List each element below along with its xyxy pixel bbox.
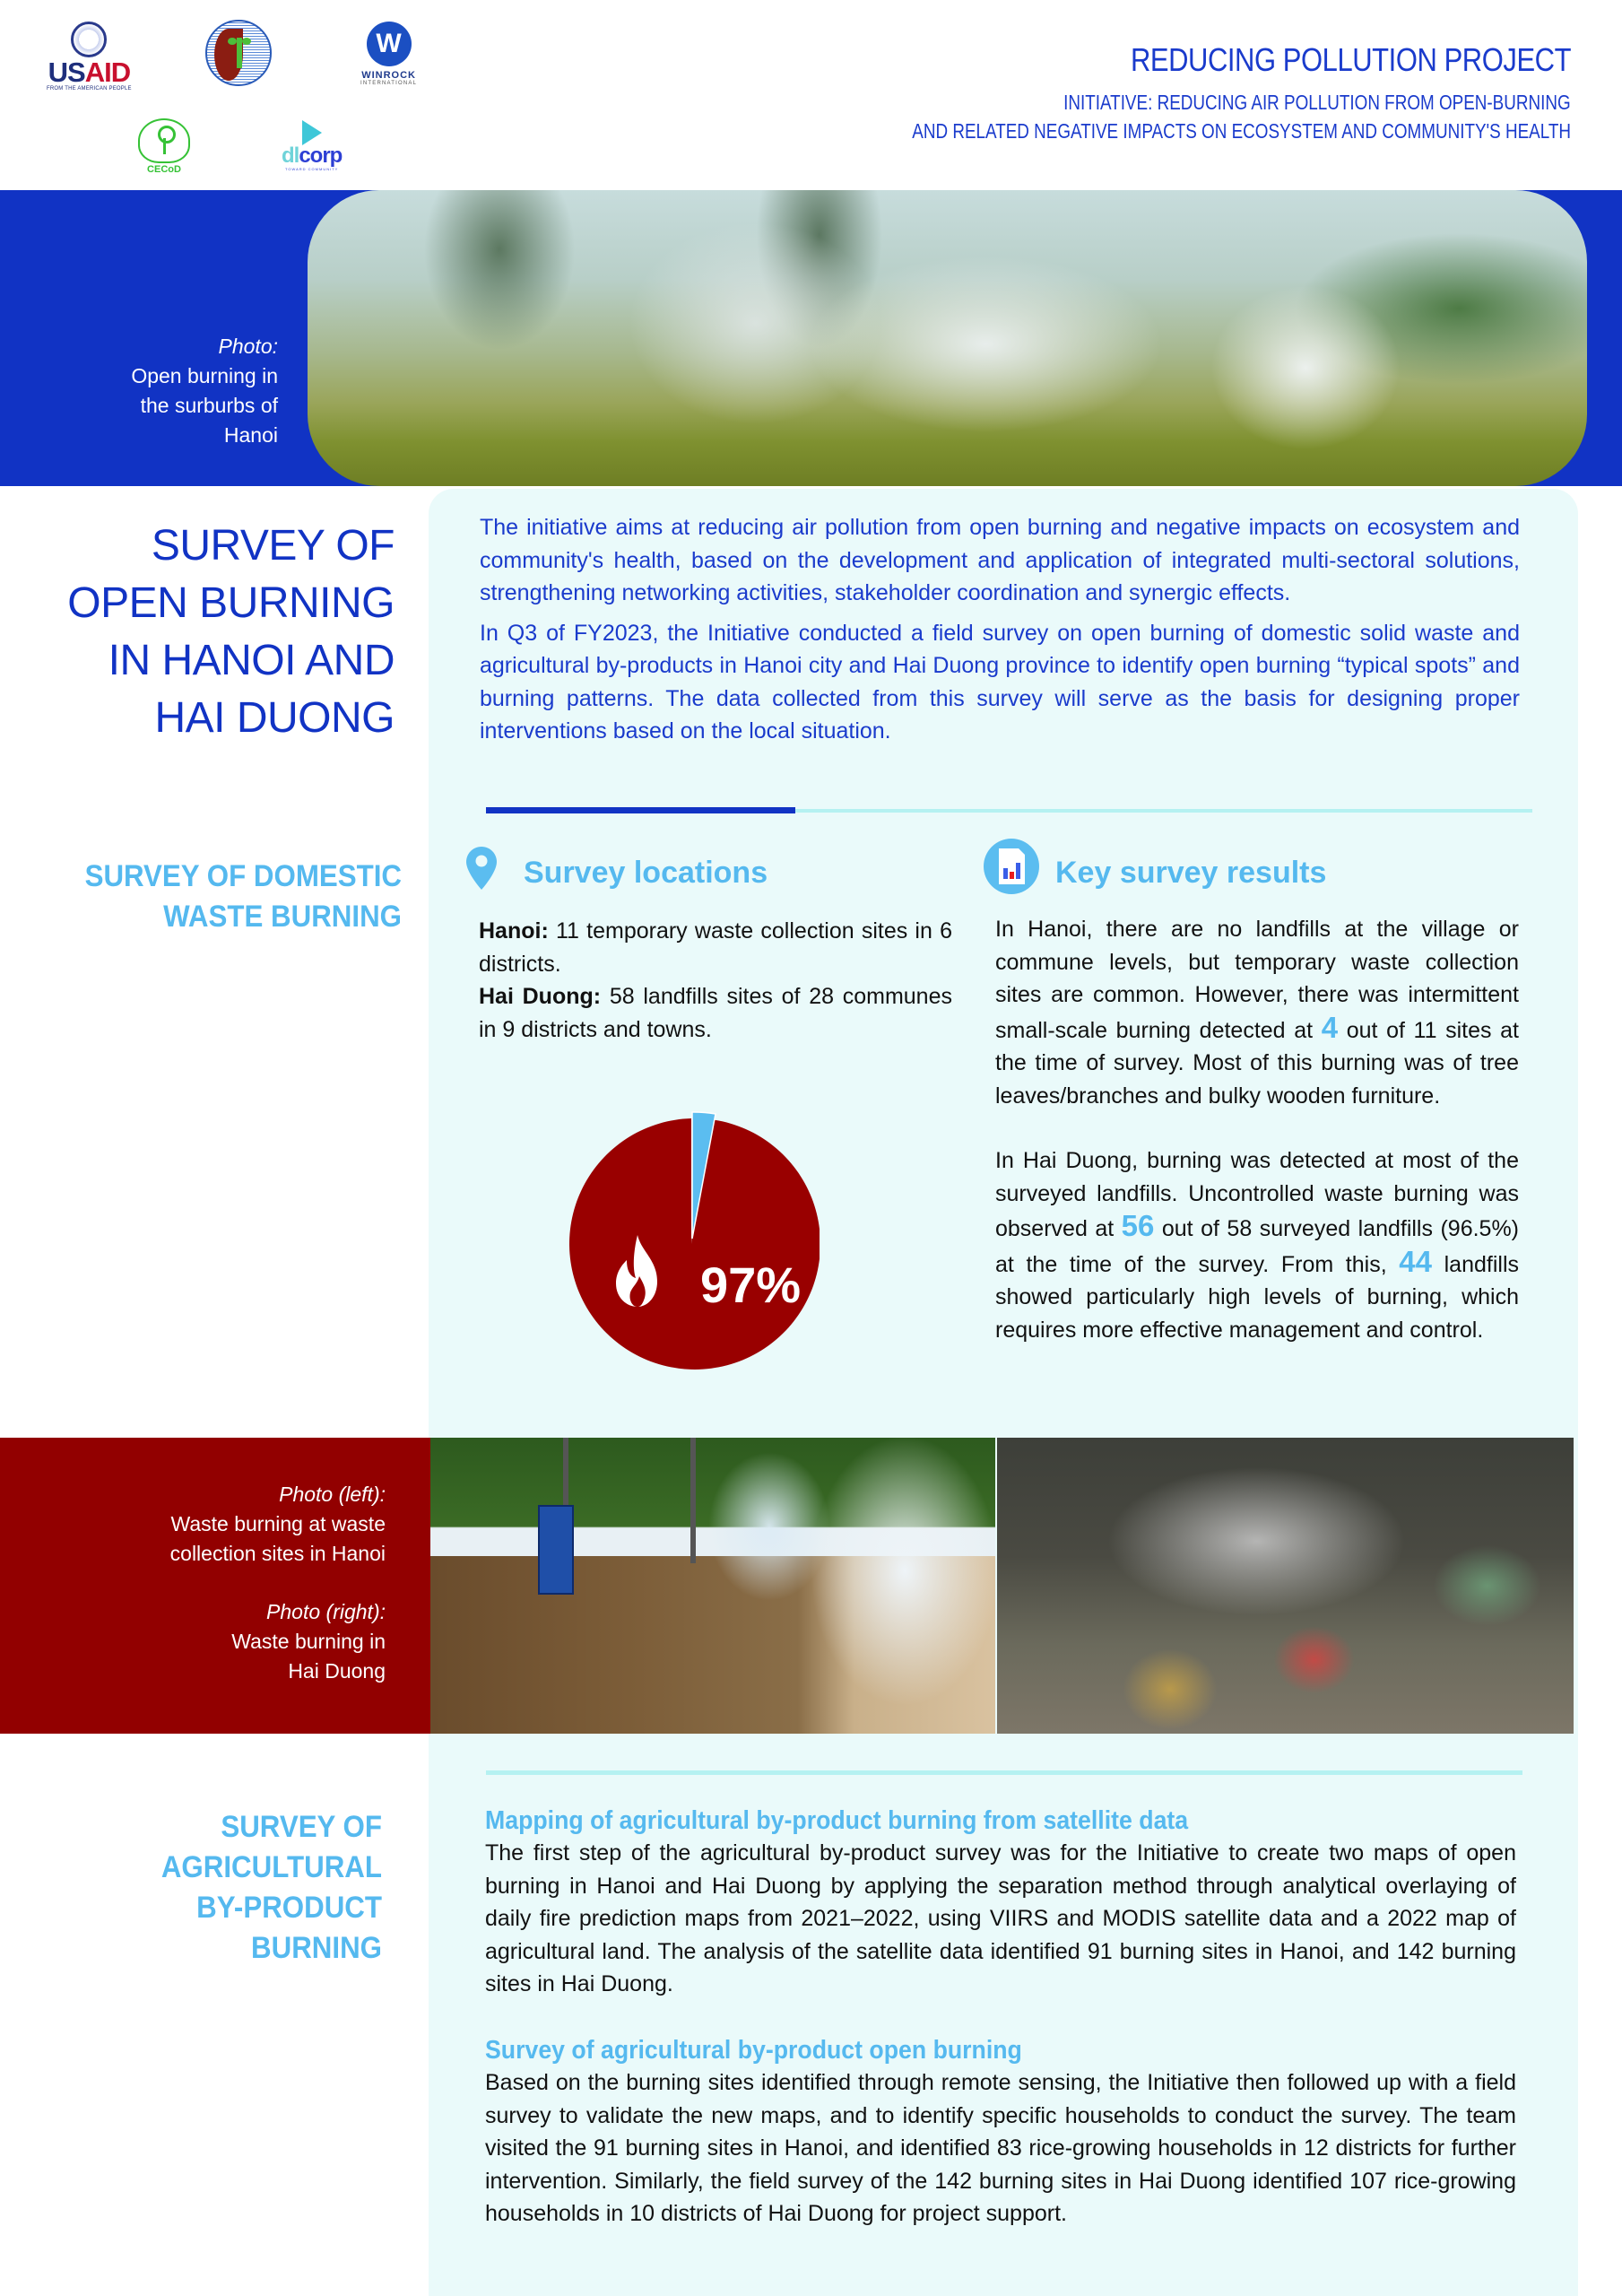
cecod-logo: CECoD <box>138 118 190 175</box>
highlight-number: 4 <box>1321 1010 1339 1044</box>
intro-text: The initiative aims at reducing air pollution from open burning and negative impacts on ecosystem and community's health, based on the development and application of integrated multi-sectoral solutions, strengthening networking activities, stakeholder coordination and synergic effects. In Q3 of FY2023, the Initiative conducted a field survey on open burning of domestic solid waste and agricultural by-products in Hanoi city and Hai Duong province to identify open burning “typical spots” and burning patterns. The data collected from this survey will serve as the basis for designing proper interventions based on the local situation. <box>480 515 1520 744</box>
usaid-seal-icon <box>71 22 107 57</box>
survey-text: Based on the burning sites identified through remote sensing, the Initiative then followed up with a field survey to validate the new maps, and to identify specific households to conduct the survey. The team visited the 91 burning sites in Hanoi, and identified 83 rice-growing households in 12 districts for further intervention. Similarly, the field survey of the 142 burning sites in Hai Duong identified 107 rice-growing households in 10 districts of Hai Duong for project support. <box>485 2070 1516 2226</box>
pie-center-label: 97% <box>699 1257 802 1313</box>
location-pin-icon <box>466 847 497 890</box>
winrock-logo: W WINROCK INTERNATIONAL <box>360 22 417 86</box>
survey-locations-text: Hanoi: 11 temporary waste collection sites in 6 districts. Hai Duong: 58 landfills sites of 28 communes in 9 districts and towns. <box>479 918 952 1042</box>
survey-locations-heading: Survey locations <box>524 856 768 890</box>
report-chart-icon <box>983 838 1040 895</box>
initiative-line-1: INITIATIVE: REDUCING AIR POLLUTION FROM OPEN-BURNING <box>1063 91 1571 114</box>
divider <box>795 809 1532 813</box>
usaid-logo: USAID FROM THE AMERICAN PEOPLE <box>47 22 132 91</box>
content-panel <box>429 489 1578 2296</box>
cecod-tree-icon <box>138 118 190 163</box>
photo-waste-burning-hanoi <box>430 1438 995 1734</box>
divider <box>486 1770 1522 1775</box>
mapping-heading: Mapping of agricultural by-product burning from satellite data <box>485 1806 1189 1835</box>
winrock-w-icon: W <box>367 22 412 66</box>
monre-logo <box>205 20 272 86</box>
pie-chart-97-percent <box>564 1109 820 1370</box>
section-title-agricultural: SURVEY OF AGRICULTURAL BY-PRODUCT BURNING <box>160 1810 382 1965</box>
project-title: REDUCING POLLUTION PROJECT <box>1130 41 1571 78</box>
key-results-heading: Key survey results <box>1055 856 1327 890</box>
dlcorp-logo: dlcorp TOWARD COMMUNITY <box>282 120 342 171</box>
highlight-number: 44 <box>1399 1244 1432 1278</box>
play-icon <box>302 120 322 145</box>
section-title-domestic-waste: SURVEY OF DOMESTIC WASTE BURNING <box>84 859 402 934</box>
highlight-number: 56 <box>1121 1209 1155 1242</box>
survey-heading: Survey of agricultural by-product open burning <box>485 2036 1022 2065</box>
hero-caption: Photo: Open burning in the surburbs of Hanoi <box>131 335 278 447</box>
photo-waste-burning-hai-duong <box>997 1438 1574 1734</box>
mapping-text: The first step of the agricultural by-product survey was for the Initiative to create two maps of open burning in Hanoi and Hai Duong by applying the separation method through analytical overlaying of daily fire prediction maps from 2021–2022, using VIIRS and MODIS satellite data and a 2022 map of agricultural land. The analysis of the satellite data identified 91 burning sites in Hanoi, and 142 burning sites in Hai Duong. <box>485 1840 1516 1996</box>
photo-captions: Photo (left): Waste burning at waste collection sites in Hanoi Photo (right): Waste burning in Hai Duong <box>169 1483 386 1683</box>
monre-emblem-icon <box>205 20 272 86</box>
hero-photo-open-burning-field <box>308 190 1587 486</box>
page-title: SURVEY OF OPEN BURNING IN HANOI AND HAI DUONG <box>67 522 395 742</box>
key-results-text: In Hanoi, there are no landfills at the village or commune levels, but temporary waste collection sites are common. However, there was intermittent small-scale burning detected at 4 out of 11 sites at the time of survey. Most of this burning was of tree leaves/branches and bulky wooden furniture. In Hai Duong, burning was detected at most of the surveyed landfills. Uncontrolled waste burning was observed at 56 out of 58 surveyed landfills (96.5%) at the time of the survey. From this, 44 landfills showed particularly high levels of burning, which requires more effective management and control. <box>995 917 1520 1343</box>
initiative-line-2: AND RELATED NEGATIVE IMPACTS ON ECOSYSTEM AND COMMUNITY'S HEALTH <box>912 119 1571 143</box>
divider-accent <box>486 807 795 813</box>
